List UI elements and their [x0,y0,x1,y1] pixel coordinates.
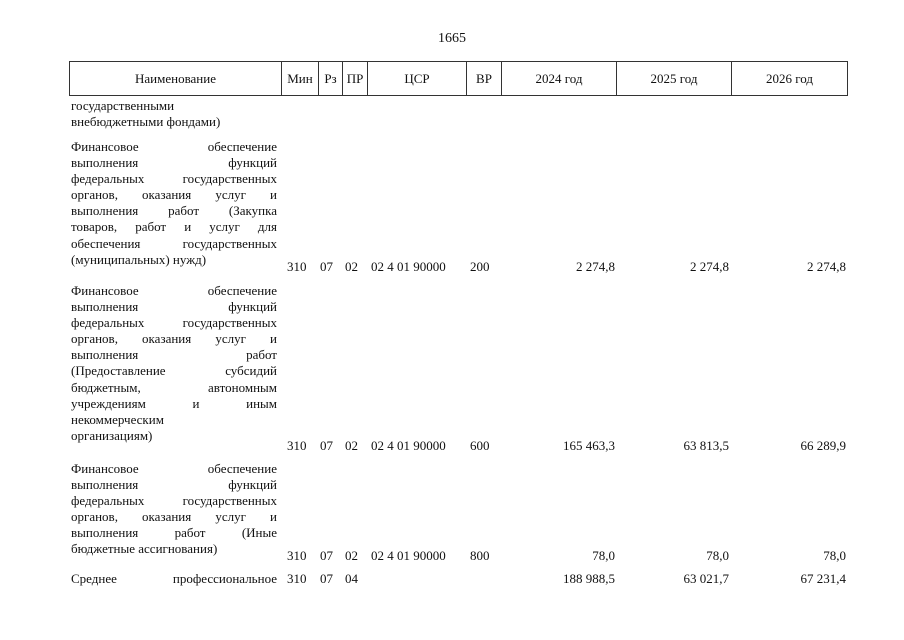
name-line: некоммерческим [71,411,164,427]
cell-min: 310 [287,259,307,274]
name-line: федеральных государственных [71,493,277,509]
cell-2026: 67 231,4 [800,571,846,586]
cell-2024: 188 988,5 [563,571,615,586]
cell-csr: 02 4 01 90000 [371,438,446,453]
cell-2024: 2 274,8 [576,259,615,274]
name-line: Финансовое обеспечение [71,139,277,154]
header-min: Мин [282,62,319,96]
cell-rz: 07 [320,259,333,274]
cell-min: 310 [287,548,307,563]
header-name: Наименование [70,62,282,96]
name-line: бюджетным, автономным [71,379,277,395]
row-name [71,571,277,587]
name-line: органов, оказания услуг и [71,187,277,203]
header-vr: ВР [467,62,502,96]
name-line: выполнения функций [71,477,277,493]
name-line: выполнения работ (Иные [71,525,277,541]
name-line: выполнения функций [71,155,277,171]
name-line: федеральных государственных [71,171,277,187]
name-line: бюджетные ассигнования) [71,541,218,557]
table-header [69,61,848,96]
cell-2025: 78,0 [706,548,729,563]
page-number: 1665 [438,31,466,46]
cell-2026: 66 289,9 [800,438,846,453]
row-name [71,139,277,268]
row-name [71,461,277,558]
name-line: организациям) [71,427,153,443]
header-2024: 2024 год [502,62,617,96]
cell-vr: 800 [470,548,490,563]
name-line: Среднее профессиональное [71,571,277,586]
cell-2024: 78,0 [592,548,615,563]
name-line: выполнения работ [71,347,277,363]
cell-2026: 78,0 [823,548,846,563]
name-line: государственными [71,98,175,113]
name-line: учреждениям и иным [71,395,277,411]
cell-rz: 07 [320,438,333,453]
header-2026: 2026 год [732,62,848,96]
name-line: органов, оказания услуг и [71,331,277,347]
name-line: обеспечения государственных [71,235,277,251]
cell-pr: 02 [345,259,358,274]
name-line: выполнения функций [71,299,277,315]
name-line: внебюджетными фондами) [71,114,221,130]
header-pr: ПР [343,62,368,96]
cell-pr: 04 [345,571,358,586]
cell-min: 310 [287,438,307,453]
cell-rz: 07 [320,571,333,586]
cell-csr: 02 4 01 90000 [371,548,446,563]
name-line: Финансовое обеспечение [71,461,277,476]
cell-2025: 63 021,7 [683,571,729,586]
header-csr: ЦСР [368,62,467,96]
header-2025: 2025 год [617,62,732,96]
cell-pr: 02 [345,548,358,563]
name-line: товаров, работ и услуг для [71,219,277,235]
cell-vr: 600 [470,438,490,453]
cell-vr: 200 [470,259,490,274]
continuation-name [71,98,277,130]
cell-min: 310 [287,571,307,586]
cell-csr: 02 4 01 90000 [371,259,446,274]
name-line: (Предоставление субсидий [71,363,277,379]
name-line: (муниципальных) нужд) [71,251,207,267]
name-line: выполнения работ (Закупка [71,203,277,219]
name-line: Финансовое обеспечение [71,283,277,298]
name-line: органов, оказания услуг и [71,509,277,525]
cell-pr: 02 [345,438,358,453]
cell-rz: 07 [320,548,333,563]
cell-2024: 165 463,3 [563,438,615,453]
cell-2025: 2 274,8 [690,259,729,274]
row-name [71,283,277,444]
cell-2025: 63 813,5 [683,438,729,453]
name-line: федеральных государственных [71,315,277,331]
cell-2026: 2 274,8 [807,259,846,274]
header-rz: Рз [319,62,343,96]
